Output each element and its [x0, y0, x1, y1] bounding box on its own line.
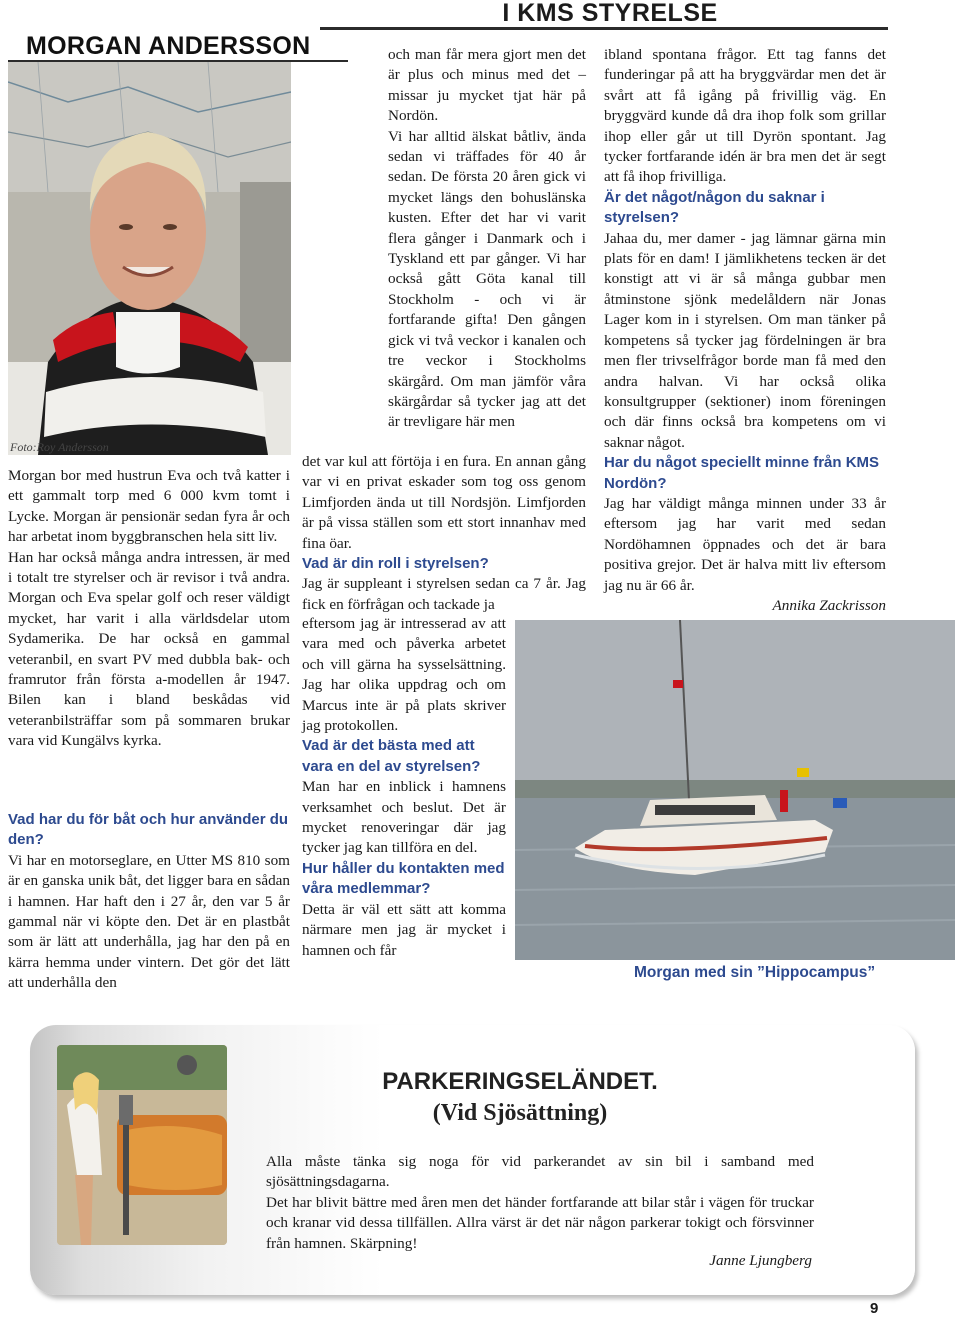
question-contact: Hur håller du kontakten med våra medlemmar? — [302, 859, 505, 898]
article-title: MORGAN ANDERSSON — [26, 32, 311, 60]
column-3 — [604, 45, 886, 616]
answer-role-start: Jag är suppleant i styrelsen sedan ca 7 år. Jag fick en förfrågan och tackade ja — [302, 575, 586, 613]
column-2-upper — [388, 45, 586, 433]
parking-text — [266, 1152, 814, 1254]
intro-paragraph: Morgan bor med hustrun Eva och två katter i ett gammalt torp med 6 000 kvm tomt i Lycke. Morgan är pensionär sedan fyra år och har arbetat inom byggbranschen hela sitt liv. — [8, 467, 290, 546]
parking-paragraph-1: Alla måste tänka sig noga för vid parkerandet av sin bil i samband med sjösättningsdagarna. — [266, 1153, 814, 1191]
page-number: 9 — [870, 1300, 879, 1317]
header-divider — [320, 27, 888, 30]
section-header: I KMS STYRELSE — [502, 0, 718, 27]
interests-paragraph: Han har också många andra intressen, är med i totalt tre styrelser och är revisor i två andra. Morgan och Eva spelar golf och reser väldigt mycket, har varit i alla världsdelar utom Sydamerika. De har också en gammal veteranbil, en svart PV med dubbla bak- och framrutor från första a-modellen år 1947. Bilen kan i bland beskådas vid veteranbilsträffar som på sommaren brukar vara vid Kungälvs kyrka. — [8, 548, 290, 750]
answer-missing: Jahaa du, mer damer - jag lämnar gärna min plats för en dam! I jämlikhetens tecken är det konstigt att vi är så många gubbar men åtminstone sjönk medelåldern när Jonas Lager kom in i styrelsen. Om man tänker på kompetens så tycker jag fördelningen är bra men fler trivselfrågor borde man få med den andra halvan. Vi har också olika konsultgrupper (sektioner) inom föreningen och där finns också bra kompetens om vi saknar något. — [604, 229, 886, 451]
parking-subtitle: (Vid Sjösättning) — [432, 1100, 608, 1126]
column-2-middle — [302, 452, 586, 615]
boating-history-paragraph: Vi har alltid älskat båtliv, ända sedan vi träffades för 40 år sedan. De första 20 åren gick vi mycket längs den bohuslänska kusten. Efter det har vi varit flera gånger i Danmark och i Tyskland ett par gånger. Vi har också gått Göta kanal till Stockholm - och vi är fortfarande gifta! Den gången gick vi två veckor i kanalen och tre veckor i Stockholms skärgård. Om man jämför våra skärgårdar så tycker jag att det är trevligare här men — [388, 127, 586, 431]
column-2-lower — [302, 614, 506, 961]
parking-illustration — [57, 1045, 227, 1245]
author-signature: Annika Zackrisson — [772, 596, 886, 614]
answer-memory: Jag har väldigt många minnen under 33 år eftersom jag har varit med sedan Nordöhamnen öppnades och det är bara positiva grejor. Det är halva mitt liv eftersom jag nu är 66 år. — [604, 494, 886, 594]
boat-caption: Morgan med sin ”Hippocampus” — [634, 964, 876, 981]
answer-contact-continued: ibland spontana frågor. Ett tag fanns det funderingar på att ha bryggvärdar men det är svårt att få igång på frivillig väg. En bryggvärd kunde då dra ihop folk som grillar ihop eller går ut till Dyrön spontant. Jag tycker fortfarande idén är bra men det är segt att få ihop frivilliga. — [604, 46, 886, 186]
boat-photo — [515, 620, 955, 960]
question-memory: Har du något speciellt minne från KMS Nordön? — [604, 454, 880, 492]
boat-illustration — [515, 620, 955, 960]
question-missing: Är det något/någon du saknar i styrelsen? — [604, 188, 825, 227]
boating-history-continued: det var kul att förtöja i en fura. En annan gång var vi en privat eskader som tog oss genom Limfjorden ända ut till Nordsjön. Limfjorden är på vissa ställen som ett stort innanhav med fina öar. — [302, 453, 586, 552]
question-role: Vad är din roll i styrelsen? — [302, 555, 489, 573]
parking-photo — [57, 1045, 227, 1245]
portrait-illustration — [8, 62, 291, 455]
answer-role: eftersom jag är intresserad av att vara med och påverka arbetet och vill gärna ha sysselsättning. Jag har olika uppdrag och om Marcus inte är på plats skriver jag protokollen. — [302, 615, 506, 735]
parking-signature: Janne Ljungberg — [709, 1252, 812, 1269]
parking-paragraph-2: Det har blivit bättre med åren men det händer fortfarande att bilar står i vägen för truckar och kranar vid dessa tillfällen. Allra värst är det när någon parkerar tokigt och försvinner från hamnen. Skärpning! — [266, 1193, 814, 1252]
photo-credit: Foto:Roy Andersson — [10, 440, 109, 454]
portrait-photo — [8, 62, 291, 455]
answer-contact: Detta är väl ett sätt att komma närmare men jag är mycket i hamnen och får — [302, 900, 506, 959]
parking-title: PARKERINGSELÄNDET. — [382, 1068, 658, 1095]
question-best: Vad är det bästa med att vara en del av styrelsen? — [302, 737, 481, 775]
answer-boat: Vi har en motorseglare, en Utter MS 810 som är en ganska unik båt, det ligger bara en sådan i hamnen. Har haft den i 27 år, den var 5 år gammal när vi köpte den. Det är en plastbåt som är lätt att underhålla, jag har den på en kärra hemma under vintern. Det gör det lätt att underhålla den — [8, 851, 290, 992]
answer-boat-continued: och man får mera gjort men det är plus och minus med det – missar ju mycket tjat här på Nordön. — [388, 46, 586, 125]
question-boat: Vad har du för båt och hur använder du den? — [8, 811, 289, 849]
column-1-intro — [8, 466, 290, 752]
answer-best: Man har en inblick i hamnens verksamhet och beslut. Det är mycket renoveringar där jag tycker jag kan tillföra en del. — [302, 778, 506, 857]
column-1-boat-question — [8, 810, 290, 994]
